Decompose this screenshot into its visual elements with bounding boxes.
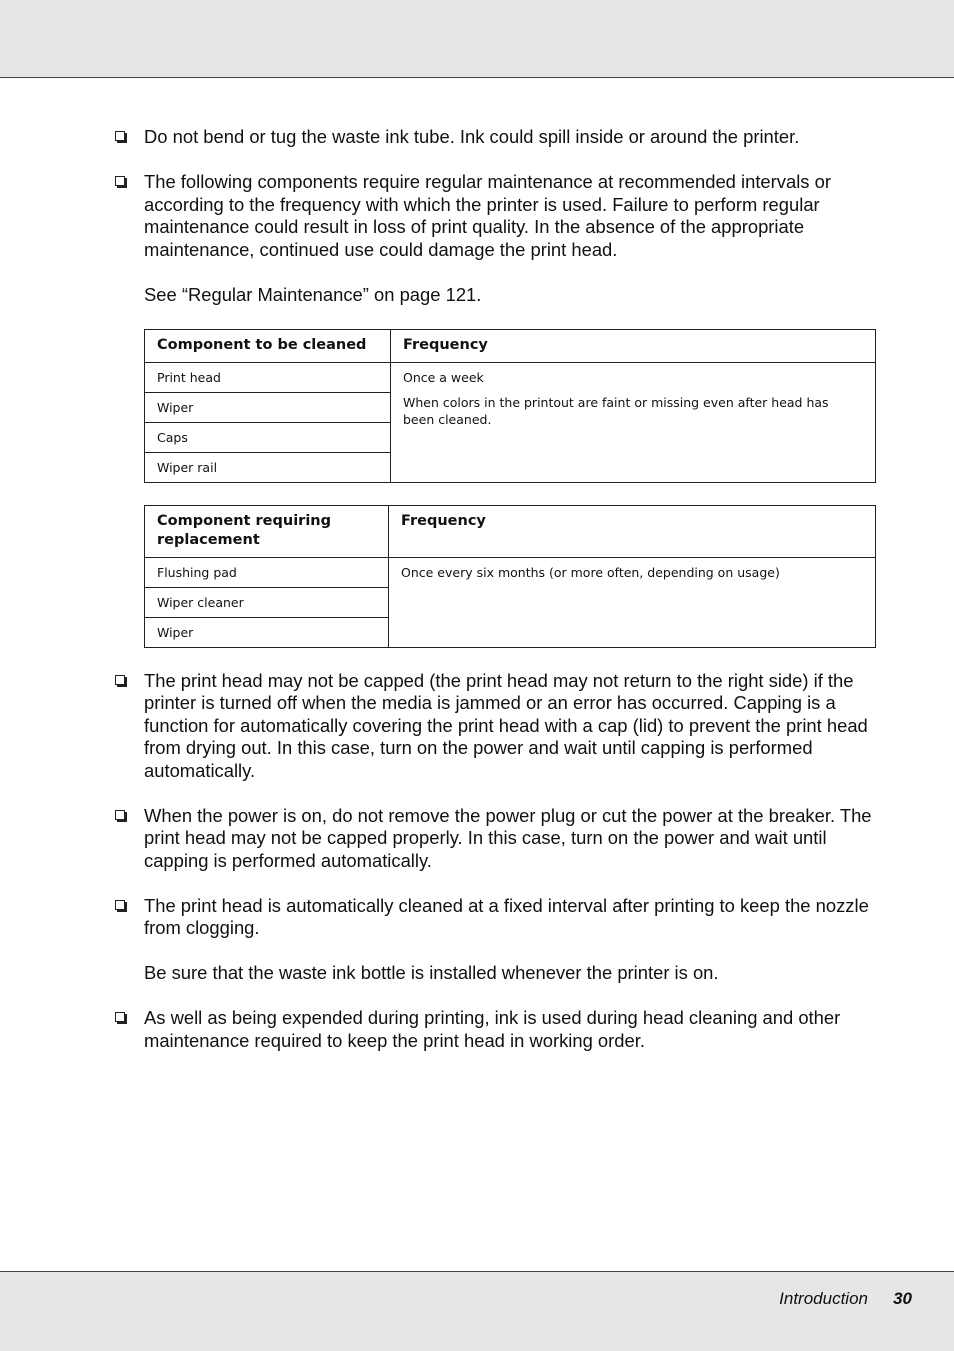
bullet-item [114, 171, 878, 306]
table-header-row [145, 329, 876, 362]
component-cell: Wiper [145, 617, 389, 647]
footer-section-title: Introduction [779, 1289, 868, 1308]
replacement-table [144, 505, 876, 648]
table-header-row [145, 505, 876, 557]
checkbox-bullet-icon [115, 176, 125, 186]
frequency-text: When colors in the printout are faint or missing even after head has been cleaned. [403, 394, 829, 427]
column-header-component: Component to be cleaned [145, 329, 391, 362]
component-cell: Caps [145, 422, 391, 452]
bullet-item [114, 126, 878, 149]
header-band [0, 0, 954, 78]
bullet-text: Do not bend or tug the waste ink tube. Ink could spill inside or around the printer. [144, 126, 800, 147]
bullet-text: As well as being expended during printing, ink is used during head cleaning and other maintenance required to keep the print head in working order. [144, 1007, 841, 1051]
checkbox-bullet-icon [115, 810, 125, 820]
bullet-item [114, 805, 878, 873]
column-header-frequency: Frequency [391, 329, 876, 362]
checkbox-bullet-icon [115, 675, 125, 685]
bullet-text: The following components require regular maintenance at recommended intervals or according to the frequency with which the printer is used. Failure to perform regular maintenance could result in loss of print quality. In the absence of the appropriate maintenance, continued use could damage the print head. [144, 171, 831, 260]
column-header-frequency: Frequency [389, 505, 876, 557]
component-cell: Wiper cleaner [145, 587, 389, 617]
component-cell: Wiper rail [145, 452, 391, 482]
page-number: 30 [893, 1289, 912, 1308]
checkbox-bullet-icon [115, 900, 125, 910]
component-cell: Flushing pad [145, 557, 389, 587]
checkbox-bullet-icon [115, 1012, 125, 1022]
frequency-cell [391, 362, 876, 482]
footer-band [0, 1271, 954, 1351]
component-cell: Wiper [145, 392, 391, 422]
bullet-text: The print head may not be capped (the print head may not return to the right side) if the printer is turned off when the media is jammed or an error has occurred. Capping is a function for automatically covering the print head with a cap (lid) to prevent the print head from drying out. In this case, turn on the power and wait until capping is performed automatically. [144, 669, 868, 781]
page-content [114, 126, 878, 1075]
bullet-text: When the power is on, do not remove the power plug or cut the power at the breaker. The print head may not be capped properly. In this case, turn on the power and wait until capping is performed automatically. [144, 804, 872, 871]
bullet-item [114, 895, 878, 985]
bullet-note: Be sure that the waste ink bottle is installed whenever the printer is on. [144, 962, 719, 983]
column-header-component: Component requiring replacement [145, 505, 389, 557]
component-cell: Print head [145, 362, 391, 392]
cleaning-table [144, 329, 876, 483]
bullet-text: The print head is automatically cleaned at a fixed interval after printing to keep the nozzle from clogging. [144, 894, 869, 938]
bullet-item [114, 1007, 878, 1052]
table-row [145, 557, 876, 587]
frequency-text: Once every six months (or more often, depending on usage) [401, 564, 780, 580]
bullet-item [114, 670, 878, 783]
frequency-cell [389, 557, 876, 647]
table-row [145, 362, 876, 392]
frequency-text: Once a week [403, 369, 484, 385]
cross-reference: See “Regular Maintenance” on page 121. [144, 283, 482, 305]
checkbox-bullet-icon [115, 131, 125, 141]
